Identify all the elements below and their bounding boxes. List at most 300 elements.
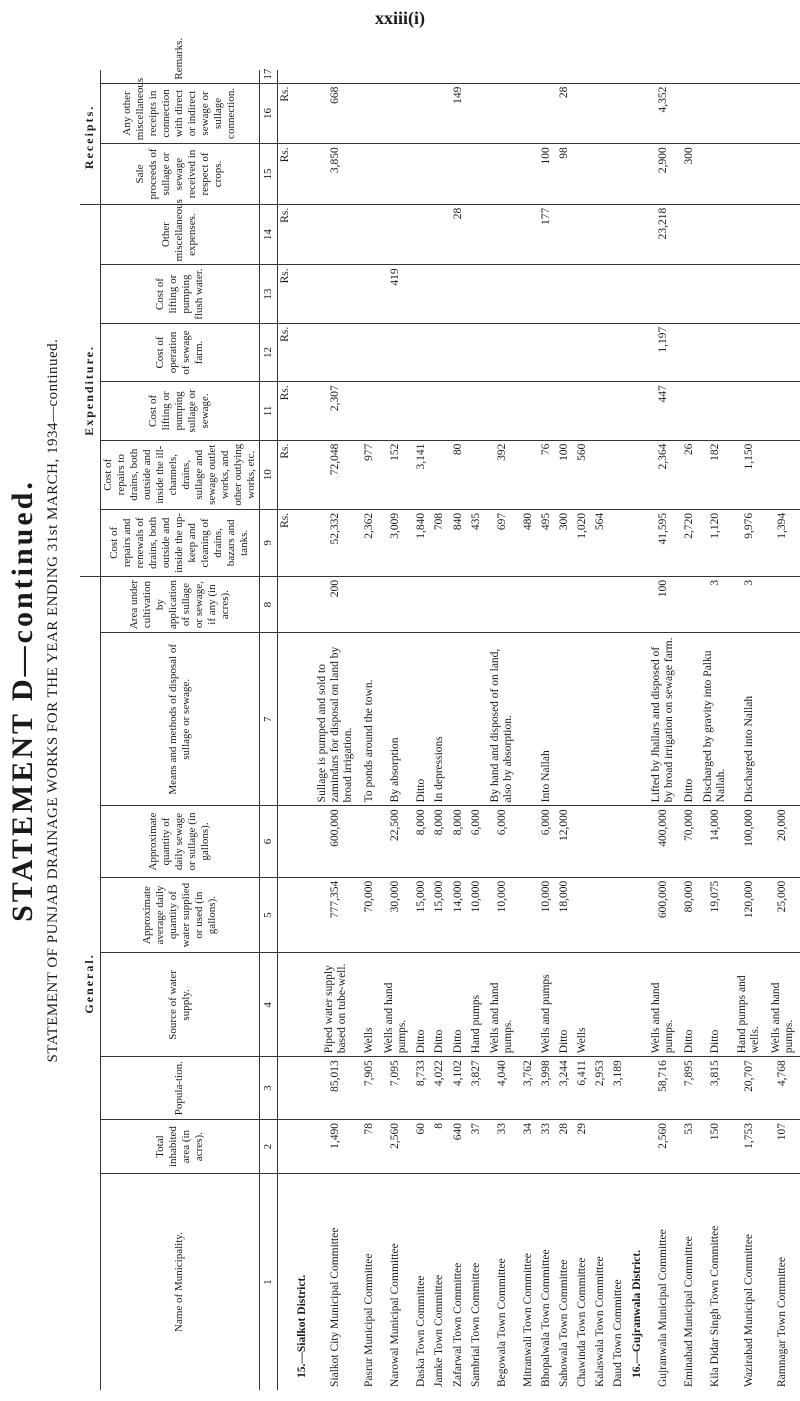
- cell-sewage: 8,000: [431, 806, 449, 877]
- cell-sewage: 400,000: [646, 806, 680, 877]
- cell-c11: 2,307: [311, 382, 361, 440]
- municipality-name: Bhopalwala Town Committee: [537, 1174, 555, 1390]
- cell-c15: [449, 144, 467, 205]
- cell-c16: [485, 83, 519, 144]
- table-row: [311, 70, 361, 1390]
- cell-water: 15,000: [431, 877, 449, 953]
- cell-c11: [555, 382, 573, 440]
- column-header-8: Area under cultivation by application of sullage or sewage, if any (in acres).: [100, 576, 259, 632]
- cell-c12: [610, 323, 628, 381]
- currency-cell: Rs.: [277, 509, 293, 576]
- cell-c11: [680, 382, 698, 440]
- cell-area_cult: 200: [311, 576, 361, 632]
- cell-area: 2,560: [379, 1120, 413, 1174]
- currency-cell: Rs.: [277, 323, 293, 381]
- cell-area_cult: 100: [646, 576, 680, 632]
- cell-means: [449, 633, 467, 806]
- column-header-10: Cost of repairs to drains, both outside and inside the ill-channels, drains, sullage and sewage outlet works, and other outlying works, etc.: [100, 440, 259, 509]
- cell-c12: [361, 323, 379, 381]
- cell-sewage: [519, 806, 537, 877]
- empty-cell: [628, 1120, 646, 1174]
- cell-c10: 3,141: [413, 440, 431, 509]
- cell-area_cult: [519, 576, 537, 632]
- cell-c13: [732, 265, 766, 323]
- currency-cell: [277, 1057, 293, 1120]
- currency-cell: Rs.: [277, 382, 293, 440]
- cell-c17: [592, 70, 610, 83]
- cell-c17: [467, 70, 485, 83]
- cell-area: [592, 1120, 610, 1174]
- empty-cell: [293, 323, 311, 381]
- cell-c13: [537, 265, 555, 323]
- municipality-name: Zafarwal Town Committee: [449, 1174, 467, 1390]
- cell-water: 600,000: [646, 877, 680, 953]
- cell-c10: 72,048: [311, 440, 361, 509]
- cell-c10: 26: [680, 440, 698, 509]
- table-row: [610, 70, 628, 1390]
- cell-water: 80,000: [680, 877, 698, 953]
- currency-cell: [277, 70, 293, 83]
- cell-c13: [413, 265, 431, 323]
- table-row: [485, 70, 519, 1390]
- table-row: [555, 70, 573, 1390]
- cell-sewage: 12,000: [555, 806, 573, 877]
- cell-c10: [592, 440, 610, 509]
- cell-c9: 495: [537, 509, 555, 576]
- currency-cell: Rs.: [277, 83, 293, 144]
- cell-c9: 1,840: [413, 509, 431, 576]
- group-expenditure: Expenditure.: [80, 204, 100, 576]
- cell-area: 8: [431, 1120, 449, 1174]
- empty-cell: [293, 144, 311, 205]
- cell-c12: [485, 323, 519, 381]
- table-row: [680, 70, 698, 1390]
- column-header-14: Other miscellaneous expenses.: [100, 204, 259, 265]
- cell-c9: 1,020: [574, 509, 592, 576]
- cell-means: Sullage is pumped and sold to zamindars for disposal on land by broad irrigation.: [311, 633, 361, 806]
- cell-sewage: 8,000: [413, 806, 431, 877]
- cell-c12: [732, 323, 766, 381]
- table-row: [431, 70, 449, 1390]
- cell-source: Wells and pumps: [537, 953, 555, 1057]
- empty-cell: [628, 633, 646, 806]
- empty-cell: [628, 806, 646, 877]
- municipality-name: Pasrur Municipal Committee: [361, 1174, 379, 1390]
- cell-pop: 3,762: [519, 1057, 537, 1120]
- column-number-14: 14: [259, 204, 277, 265]
- cell-c10: 977: [361, 440, 379, 509]
- cell-means: [610, 633, 628, 806]
- currency-cell: [277, 576, 293, 632]
- empty-cell: [293, 877, 311, 953]
- cell-c16: [698, 83, 732, 144]
- cell-area_cult: 3: [732, 576, 766, 632]
- cell-c14: [592, 204, 610, 265]
- empty-cell: [293, 576, 311, 632]
- cell-source: Ditto: [431, 953, 449, 1057]
- cell-c10: [610, 440, 628, 509]
- cell-c16: [379, 83, 413, 144]
- cell-c13: [680, 265, 698, 323]
- cell-c9: 1,394: [766, 509, 800, 576]
- cell-c17: [361, 70, 379, 83]
- cell-means: To ponds around the town.: [361, 633, 379, 806]
- cell-c10: 560: [574, 440, 592, 509]
- cell-c10: [766, 440, 800, 509]
- cell-c13: [646, 265, 680, 323]
- table-row: [449, 70, 467, 1390]
- cell-water: 10,000: [467, 877, 485, 953]
- column-number-17: 17: [259, 70, 277, 83]
- cell-c11: [485, 382, 519, 440]
- cell-area: 2,560: [646, 1120, 680, 1174]
- column-number-3: 3: [259, 1057, 277, 1120]
- cell-area_cult: [680, 576, 698, 632]
- cell-c17: [379, 70, 413, 83]
- cell-c9: 2,362: [361, 509, 379, 576]
- cell-pop: 3,998: [537, 1057, 555, 1120]
- cell-c11: [379, 382, 413, 440]
- cell-sewage: 100,000: [732, 806, 766, 877]
- cell-source: Ditto: [413, 953, 431, 1057]
- column-number-9: 9: [259, 509, 277, 576]
- cell-c10: 80: [449, 440, 467, 509]
- municipality-name: Daud Town Committee: [610, 1174, 628, 1390]
- cell-source: Wells and hand pumps.: [766, 953, 800, 1057]
- empty-cell: [628, 576, 646, 632]
- column-header-1: Name of Municipality.: [100, 1174, 259, 1390]
- cell-means: Discharged by gravity into Palku Nallah.: [698, 633, 732, 806]
- cell-c15: [766, 144, 800, 205]
- municipality-name: Kila Didar Singh Town Committee: [698, 1174, 732, 1390]
- empty-cell: [628, 323, 646, 381]
- cell-sewage: 70,000: [680, 806, 698, 877]
- cell-means: [467, 633, 485, 806]
- cell-c15: [361, 144, 379, 205]
- currency-cell: [277, 953, 293, 1057]
- cell-sewage: 6,000: [467, 806, 485, 877]
- empty-cell: [293, 204, 311, 265]
- cell-c10: 100: [555, 440, 573, 509]
- cell-c17: [537, 70, 555, 83]
- cell-pop: 7,905: [361, 1057, 379, 1120]
- cell-water: [574, 877, 592, 953]
- cell-area: 37: [467, 1120, 485, 1174]
- cell-area_cult: [467, 576, 485, 632]
- cell-c11: [698, 382, 732, 440]
- cell-c10: 152: [379, 440, 413, 509]
- cell-c15: [467, 144, 485, 205]
- cell-c16: [610, 83, 628, 144]
- cell-c10: 76: [537, 440, 555, 509]
- district-row: [628, 70, 646, 1390]
- cell-c13: [766, 265, 800, 323]
- cell-c12: [413, 323, 431, 381]
- cell-c16: 28: [555, 83, 573, 144]
- district-name: 15.—Sialkot District.: [293, 1174, 311, 1390]
- cell-c13: [610, 265, 628, 323]
- cell-c9: 840: [449, 509, 467, 576]
- cell-area_cult: 3: [698, 576, 732, 632]
- cell-area: 28: [555, 1120, 573, 1174]
- column-number-12: 12: [259, 323, 277, 381]
- empty-cell: [293, 509, 311, 576]
- municipality-name: Begowala Town Committee: [485, 1174, 519, 1390]
- cell-source: Wells and hand pumps.: [379, 953, 413, 1057]
- column-number-5: 5: [259, 877, 277, 953]
- cell-means: [766, 633, 800, 806]
- group-general: General.: [80, 576, 100, 1390]
- statement-title: STATEMENT D—continued.: [6, 479, 39, 922]
- cell-source: Hand pumps: [467, 953, 485, 1057]
- cell-area: 107: [766, 1120, 800, 1174]
- column-number-16: 16: [259, 83, 277, 144]
- cell-c15: [592, 144, 610, 205]
- cell-pop: 2,953: [592, 1057, 610, 1120]
- empty-cell: [628, 953, 646, 1057]
- cell-sewage: 20,000: [766, 806, 800, 877]
- empty-cell: [628, 1057, 646, 1120]
- cell-water: 18,000: [555, 877, 573, 953]
- cell-water: [519, 877, 537, 953]
- currency-cell: [277, 633, 293, 806]
- cell-c11: [610, 382, 628, 440]
- cell-c9: 2,720: [680, 509, 698, 576]
- cell-area: 29: [574, 1120, 592, 1174]
- district-name: 16.—Gujranwala District.: [628, 1174, 646, 1390]
- cell-c12: [574, 323, 592, 381]
- cell-c17: [574, 70, 592, 83]
- cell-means: [519, 633, 537, 806]
- cell-c9: 52,332: [311, 509, 361, 576]
- cell-c17: [680, 70, 698, 83]
- column-number-1: 1: [259, 1174, 277, 1390]
- empty-cell: [293, 83, 311, 144]
- table-row: [519, 70, 537, 1390]
- cell-c11: [732, 382, 766, 440]
- cell-area_cult: [449, 576, 467, 632]
- cell-c15: [698, 144, 732, 205]
- cell-c9: 480: [519, 509, 537, 576]
- cell-c15: [431, 144, 449, 205]
- cell-c11: [413, 382, 431, 440]
- cell-pop: 7,895: [680, 1057, 698, 1120]
- table-row: [467, 70, 485, 1390]
- cell-c9: 300: [555, 509, 573, 576]
- table-row: [361, 70, 379, 1390]
- cell-means: [592, 633, 610, 806]
- cell-c17: [555, 70, 573, 83]
- cell-c9: 3,009: [379, 509, 413, 576]
- cell-c14: [555, 204, 573, 265]
- table-row: [574, 70, 592, 1390]
- cell-area_cult: [413, 576, 431, 632]
- cell-area_cult: [379, 576, 413, 632]
- cell-source: Ditto: [698, 953, 732, 1057]
- cell-c15: [519, 144, 537, 205]
- cell-c16: [519, 83, 537, 144]
- cell-sewage: 6,000: [537, 806, 555, 877]
- column-header-12: Cost of operation of sewage farm.: [100, 323, 259, 381]
- cell-c9: 564: [592, 509, 610, 576]
- cell-c11: [431, 382, 449, 440]
- cell-source: Ditto: [680, 953, 698, 1057]
- cell-c16: 149: [449, 83, 467, 144]
- cell-c16: 668: [311, 83, 361, 144]
- cell-c15: 100: [537, 144, 555, 205]
- cell-water: 777,354: [311, 877, 361, 953]
- table-container: [80, 37, 800, 1390]
- cell-means: In depressions: [431, 633, 449, 806]
- column-number-15: 15: [259, 144, 277, 205]
- cell-c13: [574, 265, 592, 323]
- column-number-7: 7: [259, 633, 277, 806]
- cell-c13: [361, 265, 379, 323]
- column-number-6: 6: [259, 806, 277, 877]
- empty-cell: [628, 382, 646, 440]
- cell-area_cult: [361, 576, 379, 632]
- currency-cell: Rs.: [277, 265, 293, 323]
- municipality-name: Ramnagar Town Committee: [766, 1174, 800, 1390]
- empty-cell: [628, 83, 646, 144]
- empty-cell: [628, 265, 646, 323]
- cell-source: [610, 953, 628, 1057]
- cell-c16: [431, 83, 449, 144]
- municipality-name: Wazirabad Municipal Committee: [732, 1174, 766, 1390]
- cell-c10: 392: [485, 440, 519, 509]
- currency-cell: Rs.: [277, 440, 293, 509]
- cell-c14: [574, 204, 592, 265]
- cell-c13: [467, 265, 485, 323]
- cell-c11: 447: [646, 382, 680, 440]
- cell-c13: [555, 265, 573, 323]
- cell-pop: 3,815: [698, 1057, 732, 1120]
- cell-c13: [431, 265, 449, 323]
- cell-c15: 3,850: [311, 144, 361, 205]
- cell-source: Ditto: [555, 953, 573, 1057]
- cell-pop: 3,189: [610, 1057, 628, 1120]
- table-row: [698, 70, 732, 1390]
- cell-c14: [766, 204, 800, 265]
- cell-c12: [698, 323, 732, 381]
- column-header-17: Remarks.: [100, 70, 259, 83]
- cell-source: Wells: [574, 953, 592, 1057]
- municipality-name: Sahowala Town Committee: [555, 1174, 573, 1390]
- cell-source: [519, 953, 537, 1057]
- cell-water: 10,000: [485, 877, 519, 953]
- cell-c11: [449, 382, 467, 440]
- cell-pop: 7,095: [379, 1057, 413, 1120]
- cell-c9: 9,976: [732, 509, 766, 576]
- cell-c17: [431, 70, 449, 83]
- empty-cell: [293, 70, 311, 83]
- cell-pop: 4,102: [449, 1057, 467, 1120]
- cell-c13: [449, 265, 467, 323]
- municipality-name: Kalaswala Town Committee: [592, 1174, 610, 1390]
- column-header-5: Approximate average daily quantity of water supplied or used (in gallons).: [100, 877, 259, 953]
- column-header-6: Approximate quantity of daily sewage or sullage (in gallons).: [100, 806, 259, 877]
- cell-source: [592, 953, 610, 1057]
- cell-c14: [379, 204, 413, 265]
- cell-pop: 4,022: [431, 1057, 449, 1120]
- empty-cell: [628, 144, 646, 205]
- cell-source: Hand pumps and wells.: [732, 953, 766, 1057]
- cell-c11: [537, 382, 555, 440]
- cell-pop: 4,768: [766, 1057, 800, 1120]
- cell-sewage: 600,000: [311, 806, 361, 877]
- column-header-7: Means and methods of disposal of sullage or sewage.: [100, 633, 259, 806]
- column-header-15: Sale proceeds of sullage or sewage received in respect of crops.: [100, 144, 259, 205]
- currency-cell: Rs.: [277, 144, 293, 205]
- cell-c13: [592, 265, 610, 323]
- cell-sewage: 22,500: [379, 806, 413, 877]
- cell-sewage: 14,000: [698, 806, 732, 877]
- cell-area_cult: [537, 576, 555, 632]
- cell-c12: [680, 323, 698, 381]
- municipality-name: Gujranwala Municipal Committee: [646, 1174, 680, 1390]
- currency-cell: [277, 806, 293, 877]
- cell-means: Ditto: [680, 633, 698, 806]
- table-row: [592, 70, 610, 1390]
- cell-water: [592, 877, 610, 953]
- cell-c11: [519, 382, 537, 440]
- empty-cell: [628, 440, 646, 509]
- cell-c12: 1,197: [646, 323, 680, 381]
- cell-source: Piped water supply based on tube-well.: [311, 953, 361, 1057]
- cell-c11: [592, 382, 610, 440]
- cell-area: [610, 1120, 628, 1174]
- cell-c13: [519, 265, 537, 323]
- cell-c14: 23,218: [646, 204, 680, 265]
- cell-c17: [766, 70, 800, 83]
- cell-water: 19,075: [698, 877, 732, 953]
- cell-area: 33: [485, 1120, 519, 1174]
- cell-sewage: 6,000: [485, 806, 519, 877]
- municipality-name: Eminabad Municipal Committee: [680, 1174, 698, 1390]
- cell-c14: [698, 204, 732, 265]
- group-receipts: Receipts.: [80, 70, 100, 204]
- municipality-name: Narowal Municipal Committee: [379, 1174, 413, 1390]
- cell-means: By hand and disposed of on land, also by absorption.: [485, 633, 519, 806]
- column-number-11: 11: [259, 382, 277, 440]
- cell-c12: [592, 323, 610, 381]
- cell-source: Wells: [361, 953, 379, 1057]
- cell-area: 34: [519, 1120, 537, 1174]
- cell-c16: [574, 83, 592, 144]
- cell-c15: 300: [680, 144, 698, 205]
- column-header-13: Cost of lifting or pumping flush water.: [100, 265, 259, 323]
- cell-c12: [431, 323, 449, 381]
- cell-c17: [698, 70, 732, 83]
- table-row: [379, 70, 413, 1390]
- cell-area_cult: [766, 576, 800, 632]
- currency-cell: [277, 877, 293, 953]
- column-number-13: 13: [259, 265, 277, 323]
- cell-area: 640: [449, 1120, 467, 1174]
- cell-c15: 2,900: [646, 144, 680, 205]
- cell-area: 53: [680, 1120, 698, 1174]
- cell-water: 14,000: [449, 877, 467, 953]
- column-header-4: Source of water supply.: [100, 953, 259, 1057]
- cell-c16: [680, 83, 698, 144]
- cell-c12: [449, 323, 467, 381]
- statement-subtitle: STATEMENT OF PUNJAB DRAINAGE WORKS FOR THE YEAR ENDING 31st MARCH, 1934—continued.: [45, 338, 61, 1063]
- cell-area_cult: [485, 576, 519, 632]
- table-row: [537, 70, 555, 1390]
- cell-c16: [361, 83, 379, 144]
- cell-pop: 3,827: [467, 1057, 485, 1120]
- cell-sewage: [574, 806, 592, 877]
